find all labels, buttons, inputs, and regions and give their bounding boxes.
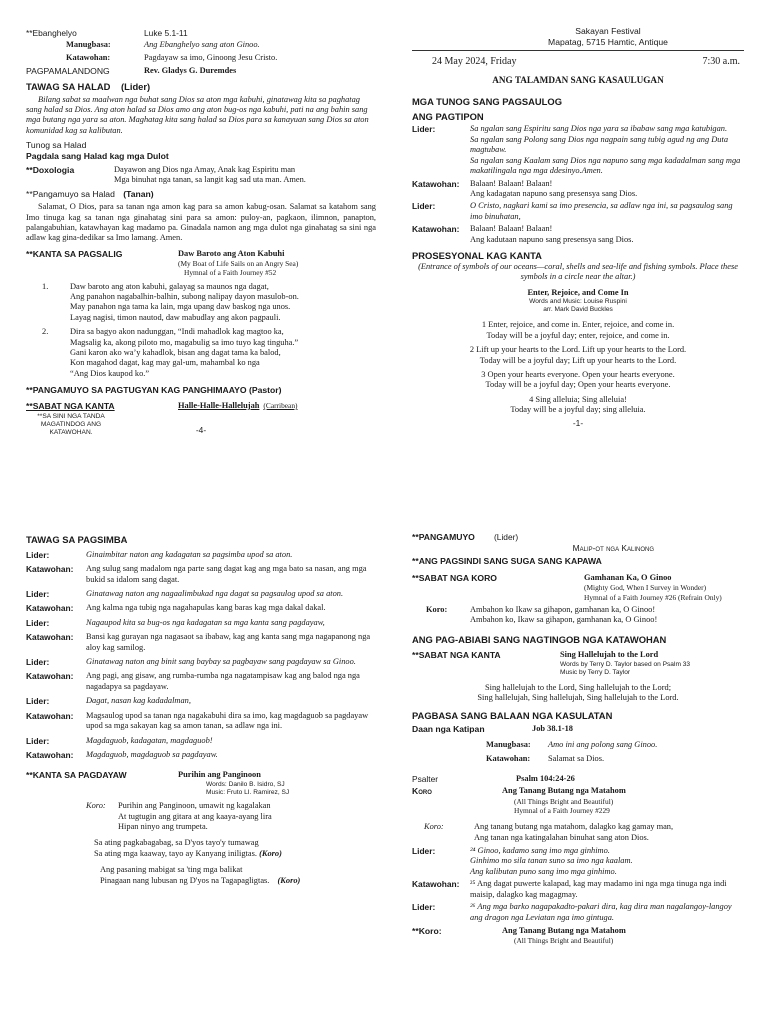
bulletin-page-2 xyxy=(26,528,378,1018)
lider-label: Lider: xyxy=(412,846,436,857)
pangamuyo-halad-text: Salamat, O Dios, para sa tanan nga amon kag para sa amon kabug-osan. Salamat sa katahom sang Imo tinuga kag sa tanan nga ginahatag sini para sa amon: puloy-an, pagkaon, ilimnon, panapton, palangabuhian, katawhayan kag madamo pa. Ginadala namon ang mga dulot nga ginahatag sa sini nga adlaw kag gina-dedikar sa Imo lamang. Amen. xyxy=(26,202,376,243)
tawag-halad-leader: (Lider) xyxy=(120,80,151,92)
katawohan-text: Magsaulog upod sa tanan nga nagakabuhi dira sa imo, kag magdaguob sa pagdayaw upod sa mga sakayan kag sa amon tanan, sa adlaw nga ini. xyxy=(86,710,369,731)
psalter-reference: Psalm 104:24-26 xyxy=(516,774,575,783)
koro-label: Koro xyxy=(412,786,432,797)
lider-text: Sa ngalan sang Espiritu sang Dios nga yara sa ibabaw sang mga katubigan. Sa ngalan sang Polong sang Dios nga nagpain sang tubig agud ng ang Duta magtubaw. Sa ngalan sang Kaalam sang Dios nga napuno sang mga kadadalman sang mga makatilingala nga mga ddesinyo.Amen. xyxy=(470,124,741,176)
tunog-halad: Tunog sa Halad xyxy=(26,140,87,151)
psalter-label: Psalter xyxy=(412,774,439,784)
responsive-call-to-worship xyxy=(26,550,378,761)
katawohan-label: Katawohan: xyxy=(26,710,74,721)
sabat-koro-title: Gamhanan Ka, O Ginoo xyxy=(584,572,672,582)
responsive-line xyxy=(26,696,378,706)
sabat-kanta-label: **SABAT NGA KANTA xyxy=(412,650,501,661)
lider-text: Ginatawag naton ang binit sang baybay sa pagbayaw sang pagdayaw sa Ginoo. xyxy=(86,657,356,667)
verse-1 xyxy=(26,282,376,324)
lider-label: Lider: xyxy=(26,588,50,599)
koro-text: Ang tanang butang nga matahom, dalagko kag gamay man, Ang tanan nga katingalahan binuhat sang aton Dios. xyxy=(474,822,674,842)
pangamuyo-halad-who: (Tanan) xyxy=(123,189,154,200)
pagsindi-suga: **ANG PAGSINDI SANG SUGA SANG KAPAWA xyxy=(412,556,602,567)
katawohan-text: Ang kalma nga tubig nga nagahapulas kang baras kag mga dakal dakal. xyxy=(86,603,326,613)
katawohan-label: Katawohan: xyxy=(26,749,74,760)
prosesyonal-heading: PROSESYONAL KAG KANTA xyxy=(412,250,542,262)
katawohan-text: Balaan! Balaan! Balaan! Ang kadutaan napuno sang presensya sang Dios. xyxy=(470,224,634,244)
sabat-kanta-label: **SABAT NGA KANTA xyxy=(26,400,115,411)
lider-label: Lider: xyxy=(26,696,50,707)
kanta-pagsalig-title: Daw Baroto ang Aton Kabuhi xyxy=(178,248,285,258)
sabat-kanta-music: Music by Terry D. Taylor xyxy=(560,668,631,676)
katawohan-label: Katawohan: xyxy=(26,632,74,643)
song-stanza-3: 3 Open your hearts everyone. Open your hearts everyone. Today will be a joyful day; Open your hearts everyone. xyxy=(481,370,675,390)
song-title: Enter, Rejoice, and Come In xyxy=(527,287,629,297)
sabat-kanta-words: Words by Terry D. Taylor based on Psalm 33 xyxy=(560,660,691,668)
service-time: 7:30 a.m. xyxy=(702,56,740,68)
katawohan-label: Katawohan: xyxy=(26,564,74,575)
responsive-line xyxy=(26,603,378,613)
gospel-label: **Ebanghelyo xyxy=(26,28,77,38)
pagbasa-heading: PAGBASA SANG BALAAN NGA KASULATAN xyxy=(412,709,613,721)
koro-text: Ambahon ko Ikaw sa gihapon, gamhanan ka, O Ginoo! Ambahon ko, Ikaw sa gihapon, gamhanan ka, O Ginoo! xyxy=(470,604,658,625)
verse-1-text: Daw baroto ang aton kabuhi, galayag sa maunos nga dagat, Ang panahon nagabalhin-balhin, subong nalipay dayon masulob-on. May panahon nga tama ka lain, mga upang daw baskog nga unos. Layag nagisi, timon nautod, daw mabudlay ang akon pagpauli. xyxy=(70,281,299,322)
katawohan-text: Pagdayaw sa imo, Ginoong Jesu Cristo. xyxy=(144,52,278,62)
responsive-line xyxy=(26,750,378,760)
pangamuyo-halad-heading xyxy=(26,189,376,200)
sabat-kanta-title: Halle-Halle-Hallelujah xyxy=(178,400,260,410)
song-stanza-1: 1 Enter, rejoice, and come in. Enter, rejoice, and come in. Today will be a joyful day; enter, rejoice, and come in. xyxy=(481,320,675,340)
lider-text: Magdaguob, kadagatan, magdaguob! xyxy=(86,735,213,745)
katawohan-text: Ang sulug sang madalom nga parte sang dagat kag ang mga bato sa nasan, ang mga bukid sa idalom sang dagat. xyxy=(86,564,367,584)
koro-label: Koro: xyxy=(424,822,444,832)
lider-text: ²⁴ Ginoo, kadamo sang imo mga ginhimo. Ginhimo mo sila tanan suno sa imo nga kaalam. Ang kalibutan puno sang imo mga ginhimo. xyxy=(470,846,633,876)
doxology-label: **Doxologia xyxy=(26,164,75,175)
section-pagtipon: ANG PAGTIPON xyxy=(412,110,484,122)
responsive-line xyxy=(26,632,378,653)
lider-label: Lider: xyxy=(412,201,436,212)
stanza-2-koro: (Koro) xyxy=(277,875,301,885)
responsive-line xyxy=(26,618,378,628)
sabat-koro-subtitle: (Mighty God, When I Survey in Wonder) xyxy=(584,583,707,593)
katawohan-label: Katawohan: xyxy=(486,753,531,763)
koro-text: Purihin ang Panginoon, umawit ng kagalakan At tugtugin ang gitara at ang kaaya-ayang lira Hipan ninyo ang trumpeta. xyxy=(118,801,272,832)
lider-text: O Cristo, nagkari kami sa imo presencia, sa adlaw nga ini, sa pagsaulog sang imo binuhatan, xyxy=(470,201,733,221)
responsive-line xyxy=(26,589,378,599)
malip-ot-nga-kalinong: Malip-ot nga Kalinong xyxy=(572,542,654,553)
sabat-kanta-text: Sing hallelujah to the Lord, Sing hallelujah to the Lord; Sing hallelujah, Sing hallelujah, Sing hallelujah to the Lord. xyxy=(477,683,679,703)
manugbasa-text: Amo ini ang polong sang Ginoo. xyxy=(548,740,658,750)
lider-label: Lider: xyxy=(26,549,50,560)
festival-name: Sakayan Festival xyxy=(575,26,641,36)
katawohan-text: ²⁵ Ang dagat puwerte kalapad, kag may madamo ini nga mga tinuga nga indi maisip, dalagko kag magagmay. xyxy=(470,879,727,899)
katawohan-text: Balaan! Balaan! Balaan! Ang kadagatan napuno sang presensya sang Dios. xyxy=(470,178,638,198)
sermon-label: PAGPAMALANDONG xyxy=(26,66,110,77)
page-number: -4- xyxy=(195,424,207,435)
lider-label: Lider: xyxy=(26,735,50,746)
tawag-halad-text: Bilang sabat sa maalwan nga buhat sang Dios sa aton mga kabuhi, ginatawag kita sa paghatag sang halad sa Dios. Ang aton halad sa Dios amo ang aton bug-os nga kabuhi, pati na ang bahin sang mga butang nga yara sa aton. Maghatag kita sang halad sa Dios para sa kanayuan sang Dios sa aton komunidad kag sa kalibutan. xyxy=(26,94,369,135)
pagdala-halad: Pagdala sang Halad kag mga Dulot xyxy=(26,150,169,161)
lider-label: Lider: xyxy=(26,617,50,628)
lider-text: Nagaupod kita sa bug-os nga kadagatan sa mga kanta sang pagdayaw, xyxy=(86,617,325,627)
responsive-line xyxy=(26,711,378,732)
gospel-reference: Luke 5.1-11 xyxy=(144,28,188,38)
responsive-line xyxy=(26,550,378,560)
pangamuyo-who: (Lider) xyxy=(494,532,519,542)
sabat-koro-hymnal: Hymnal of a Faith Journey #26 (Refrain Only) xyxy=(584,592,722,602)
kanta-pagdayaw-label: **KANTA SA PAGDAYAW xyxy=(26,770,127,781)
kanta-pagdayaw-music: Music: Fruto LI. Ramirez, SJ xyxy=(206,789,290,796)
section-tunog: MGA TUNOG SANG PAGSAULOG xyxy=(412,96,562,108)
pangamuyo-halad-label: **Pangamuyo sa Halad xyxy=(26,189,115,200)
katawohan-text: Bansi kag gurayan nga nagasaot sa ibabaw, kag ang kanta sang mga nagapanong nga aloy kag samilog. xyxy=(86,632,371,652)
verse-1-number: 1. xyxy=(42,281,49,291)
kanta-pagsalig-subtitle: (My Boat of Life Sails on an Angry Sea) xyxy=(178,259,299,269)
festival-location: Mapatag, 5715 Hamtic, Antique xyxy=(548,36,668,47)
tawag-halad-title: TAWAG SA HALAD xyxy=(26,80,111,92)
lider-text: ²⁶ Ang mga barko nagapakadto-pakari dira, kag dira man nagalangoy-langoy ang dragon nga Leviatan nga imo gintuga. xyxy=(470,902,732,922)
lider-label: Lider: xyxy=(412,902,436,913)
service-date: 24 May 2024, Friday xyxy=(432,56,517,68)
song-stanza-4: 4 Sing alleluia; Sing alleluia! Today will be a joyful day; sing alleluia. xyxy=(510,394,646,415)
koro-label: Koro: xyxy=(86,801,106,811)
manugbasa-label: Manugbasa: xyxy=(66,40,111,50)
katawohan-label: Katawohan: xyxy=(412,879,460,890)
kanta-pagdayaw-title: Purihin ang Panginoon xyxy=(178,770,261,780)
verse-2-number: 2. xyxy=(42,327,49,337)
lider-text: Ginatawag naton ang nagaalimbukad nga dagat sa pagsaulog upod sa aton. xyxy=(86,588,344,598)
daan-katipan-reference: Job 38.1-18 xyxy=(532,723,573,733)
song-stanza-2: 2 Lift up your hearts to the Lord. Lift up your hearts to the Lord. Today will be a joyful day; Lift up your hearts to the Lord. xyxy=(469,345,687,365)
bulletin-page-1 xyxy=(412,26,744,500)
manugbasa-label: Manugbasa: xyxy=(486,740,531,750)
gospel-heading xyxy=(26,28,376,38)
sabat-kanta-title: Sing Hallelujah to the Lord xyxy=(560,650,659,660)
koro-song-hymnal: Hymnal of a Faith Journey #229 xyxy=(514,806,610,816)
sermon-preacher: Rev. Gladys G. Duremdes xyxy=(144,66,237,76)
katawohan-text: Magdaguob, magdaguob sa pagdayaw. xyxy=(86,749,218,759)
koro-song-subtitle: (All Things Bright and Beautiful) xyxy=(514,936,614,946)
page-number: -1- xyxy=(572,417,584,428)
pag-abiabi-heading: ANG PAG-ABIABI SANG NAGTINGOB NGA KATAWOHAN xyxy=(412,633,667,645)
verse-2 xyxy=(26,327,376,379)
kanta-pagdayaw-words: Words: Danilo B. Isidro, SJ xyxy=(206,780,285,788)
responsive-line xyxy=(26,657,378,667)
stanza-1-koro: (Koro) xyxy=(259,848,282,858)
standing-note: **SA SINI NGA TANDA MAGATINDOG ANG KATAWOHAN. xyxy=(37,412,105,436)
lider-text: Ginaimbitar naton ang kadagatan sa pagsimba upod sa aton. xyxy=(86,549,293,559)
responsive-line xyxy=(26,736,378,746)
koro-label: **Koro: xyxy=(412,925,442,936)
song-words-credit: Words and Music: Louise Ruspini xyxy=(529,297,627,305)
sabat-kanta-subtitle: (Carribean) xyxy=(263,400,298,410)
bulletin-page-4 xyxy=(26,26,376,500)
responsive-line xyxy=(26,671,378,692)
tawag-pagsimba-heading: TAWAG SA PAGSIMBA xyxy=(26,534,128,545)
manugbasa-text: Ang Ebanghelyo sang aton Ginoo. xyxy=(144,40,260,50)
katawohan-text: Ang pagi, ang gisaw, ang rumba-rumba nga nagatampisaw kag ang balod nga nga nagadapya sa pagdayaw. xyxy=(86,671,360,691)
prosesyonal-note: (Entrance of symbols of our oceans—coral, shells and sea-life and fishing symbols. Place these symbols in a circle near the altar.) xyxy=(418,261,738,282)
katawohan-label: Katawohan: xyxy=(26,603,74,614)
responsive-line xyxy=(26,564,378,585)
song-arranger-credit: arr. Mark David Buckles xyxy=(543,306,613,314)
katawohan-text: Salamat sa Dios. xyxy=(548,753,605,763)
katawohan-label: Katawohan: xyxy=(66,52,111,62)
katawohan-label: Katawohan: xyxy=(412,224,460,235)
sabat-koro-label: **SABAT NGA KORO xyxy=(412,572,497,583)
katawohan-label: Katawohan: xyxy=(26,671,74,682)
daan-katipan-label: Daan nga Katipan xyxy=(412,723,485,734)
header-divider xyxy=(412,50,744,51)
stanza-1-text: Sa ating pagkabagabag, sa D'yos tayo'y tumawag Sa ating mga kaaway, tayo ay Kanyang iniligtas. xyxy=(94,838,259,858)
doxology-text: Dayawon ang Dios nga Amay, Anak kag Espiritu man Mga binuhat nga tanan, sa langit kag sad uta man. Amen. xyxy=(114,164,306,184)
pangamuyo-label: **PANGAMUYO xyxy=(412,532,475,542)
katawohan-label: Katawohan: xyxy=(412,178,460,189)
bulletin-page-3 xyxy=(412,528,744,1018)
koro-song-subtitle: (All Things Bright and Beautiful) xyxy=(514,796,614,806)
verse-2-text: Dira sa bagyo akon nadunggan, “Indi mahadlok kag magtoo ka, Magsalig ka, akong piloto mo, magabulig sa imo tuyo kag tinguha.” Gani karon ako wa’y kahadlok, bisan ang dagat tama ka balod, Kon magahod dagat, kag may gal-um, mahambal ko nga “Ang Dios kaupod ko.” xyxy=(70,327,299,378)
koro-song-title: Ang Tanang Butang nga Matahom xyxy=(502,925,626,935)
stanza-2-text: Ang pasaning mabigat sa 'ting mga balikat Pinagaan nang lubusan ng D'yos na Tagapagligtas. xyxy=(100,865,270,885)
tawag-halad-heading xyxy=(26,81,376,93)
koro-label: Koro: xyxy=(426,604,448,614)
lider-label: Lider: xyxy=(26,657,50,668)
kanta-pagsalig-label: **KANTA SA PAGSALIG xyxy=(26,248,123,259)
lider-label: Lider: xyxy=(412,124,436,135)
koro-song-title: Ang Tanang Butang nga Matahom xyxy=(502,786,626,796)
kanta-pagsalig-hymnal: Hymnal of a Faith Journey #52 xyxy=(184,268,277,278)
pangamuyo-pagtugyan: **PANGAMUYO SA PAGTUGYAN KAG PANGHIMAAYO (Pastor) xyxy=(26,385,282,396)
order-of-service-title: ANG TALAMDAN SANG KASAULUGAN xyxy=(492,74,664,85)
lider-text: Dagat, nasan kag kadadalman, xyxy=(86,696,191,706)
